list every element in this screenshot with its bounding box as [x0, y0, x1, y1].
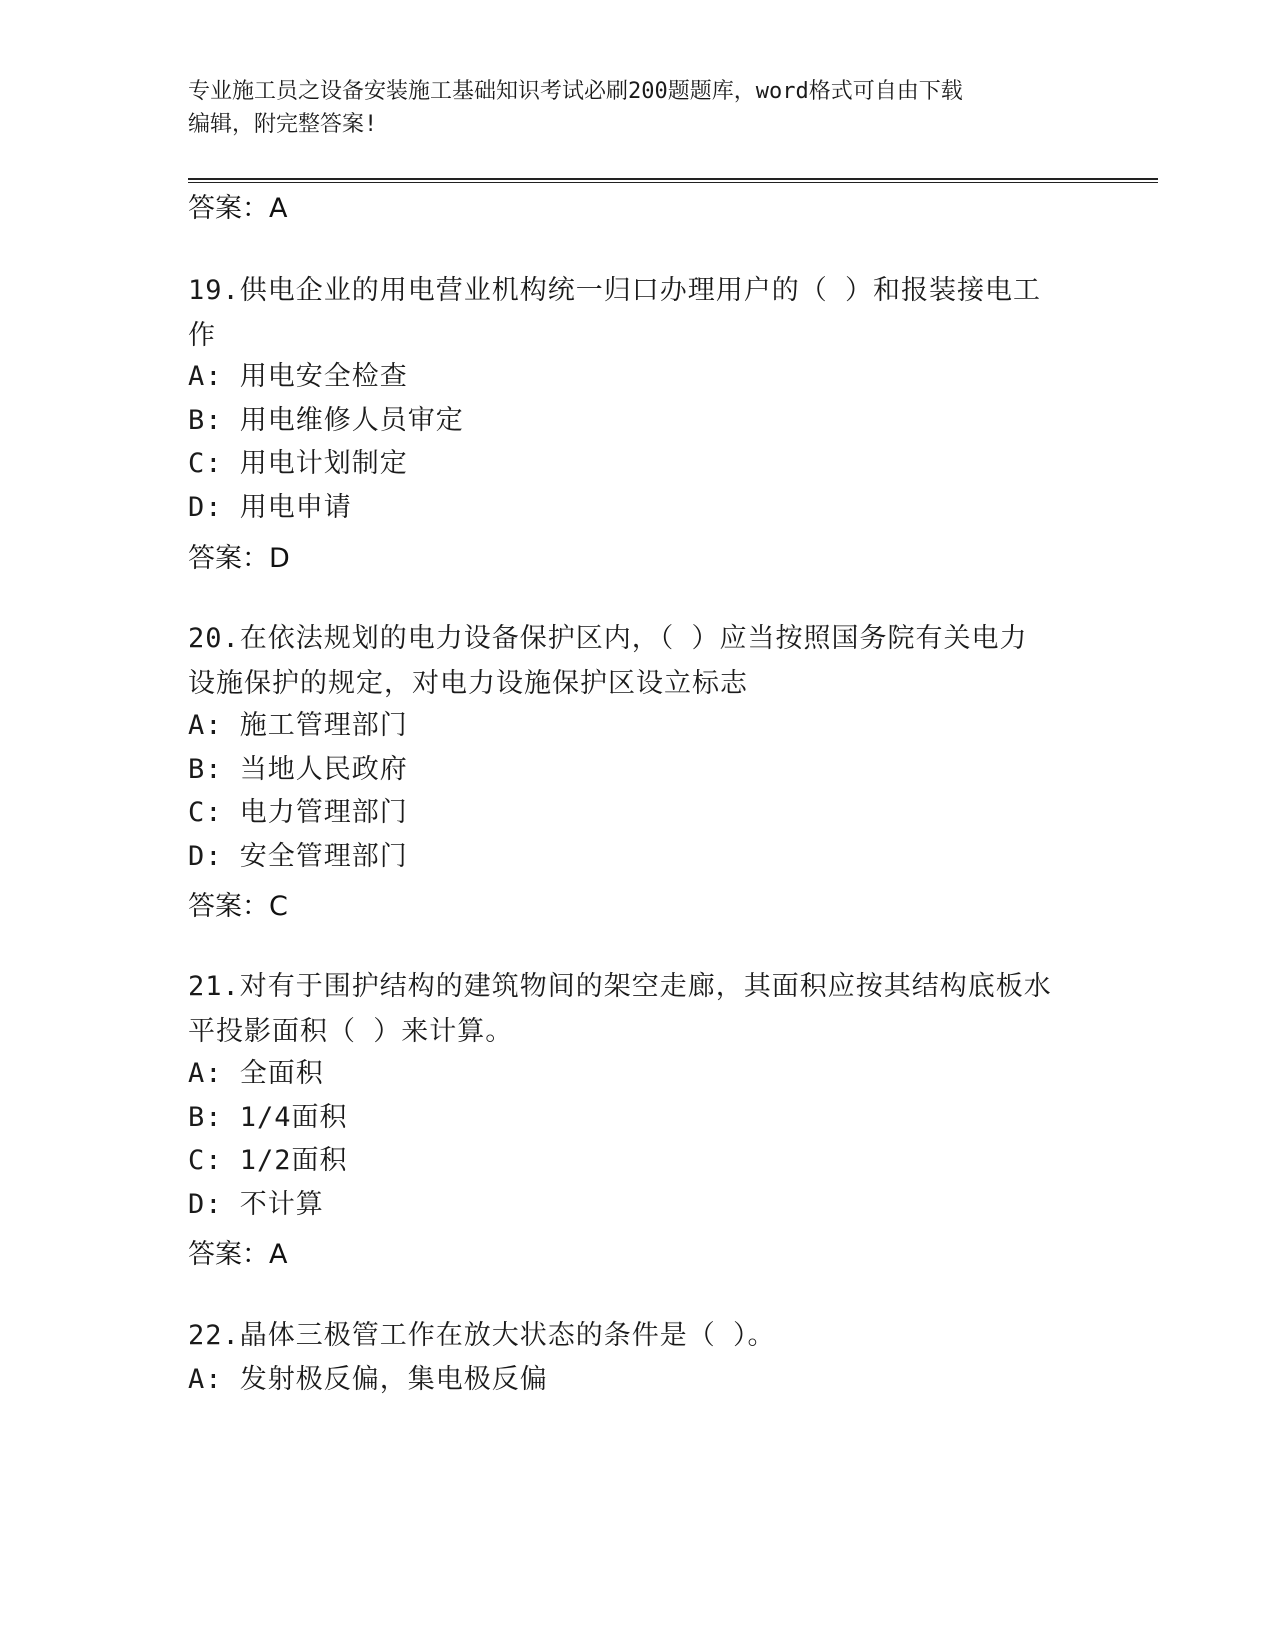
question-21-line-2: 平投影面积（ ）来计算。	[188, 1016, 514, 1047]
question-19-option-b: B: 用电维修人员审定	[188, 405, 464, 436]
question-21-line-1: 21.对有于围护结构的建筑物间的架空走廊，其面积应按其结构底板水	[188, 971, 1052, 1002]
question-22	[188, 1313, 1088, 1358]
question-19	[188, 268, 1088, 358]
question-19-option-c: C: 用电计划制定	[188, 448, 408, 479]
question-21-option-c: C: 1/2面积	[188, 1145, 348, 1176]
question-20-option-d: D: 安全管理部门	[188, 841, 408, 872]
answer-20: 答案：C	[188, 891, 288, 922]
header-rule-thin	[188, 182, 1158, 183]
question-19-line-1: 19.供电企业的用电营业机构统一归口办理用户的（ ）和报装接电工	[188, 275, 1042, 306]
header-line-1: 专业施工员之设备安装施工基础知识考试必刷200题题库，word格式可自由下载	[188, 79, 963, 104]
question-20-option-a: A: 施工管理部门	[188, 710, 408, 741]
question-20-line-1: 20.在依法规划的电力设备保护区内，（ ）应当按照国务院有关电力	[188, 623, 1028, 654]
question-20-option-b: B: 当地人民政府	[188, 754, 408, 785]
question-19-option-d: D: 用电申请	[188, 492, 352, 523]
answer-18: 答案：A	[188, 193, 288, 224]
question-22-option-a: A: 发射极反偏，集电极反偏	[188, 1364, 548, 1395]
document-header	[188, 75, 1068, 141]
answer-21: 答案：A	[188, 1239, 288, 1270]
question-21-option-a: A: 全面积	[188, 1058, 324, 1089]
header-line-2: 编辑，附完整答案!	[188, 112, 378, 137]
question-21-option-d: D: 不计算	[188, 1189, 324, 1220]
question-22-line-1: 22.晶体三极管工作在放大状态的条件是（ ）。	[188, 1320, 776, 1351]
answer-19: 答案：D	[188, 543, 290, 574]
question-21	[188, 964, 1088, 1054]
question-20-line-2: 设施保护的规定，对电力设施保护区设立标志	[188, 668, 748, 699]
question-21-option-b: B: 1/4面积	[188, 1102, 348, 1133]
header-rule-thick	[188, 178, 1158, 180]
question-20-option-c: C: 电力管理部门	[188, 797, 408, 828]
question-19-line-2: 作	[188, 320, 216, 351]
question-20	[188, 616, 1088, 706]
question-19-option-a: A: 用电安全检查	[188, 361, 408, 392]
